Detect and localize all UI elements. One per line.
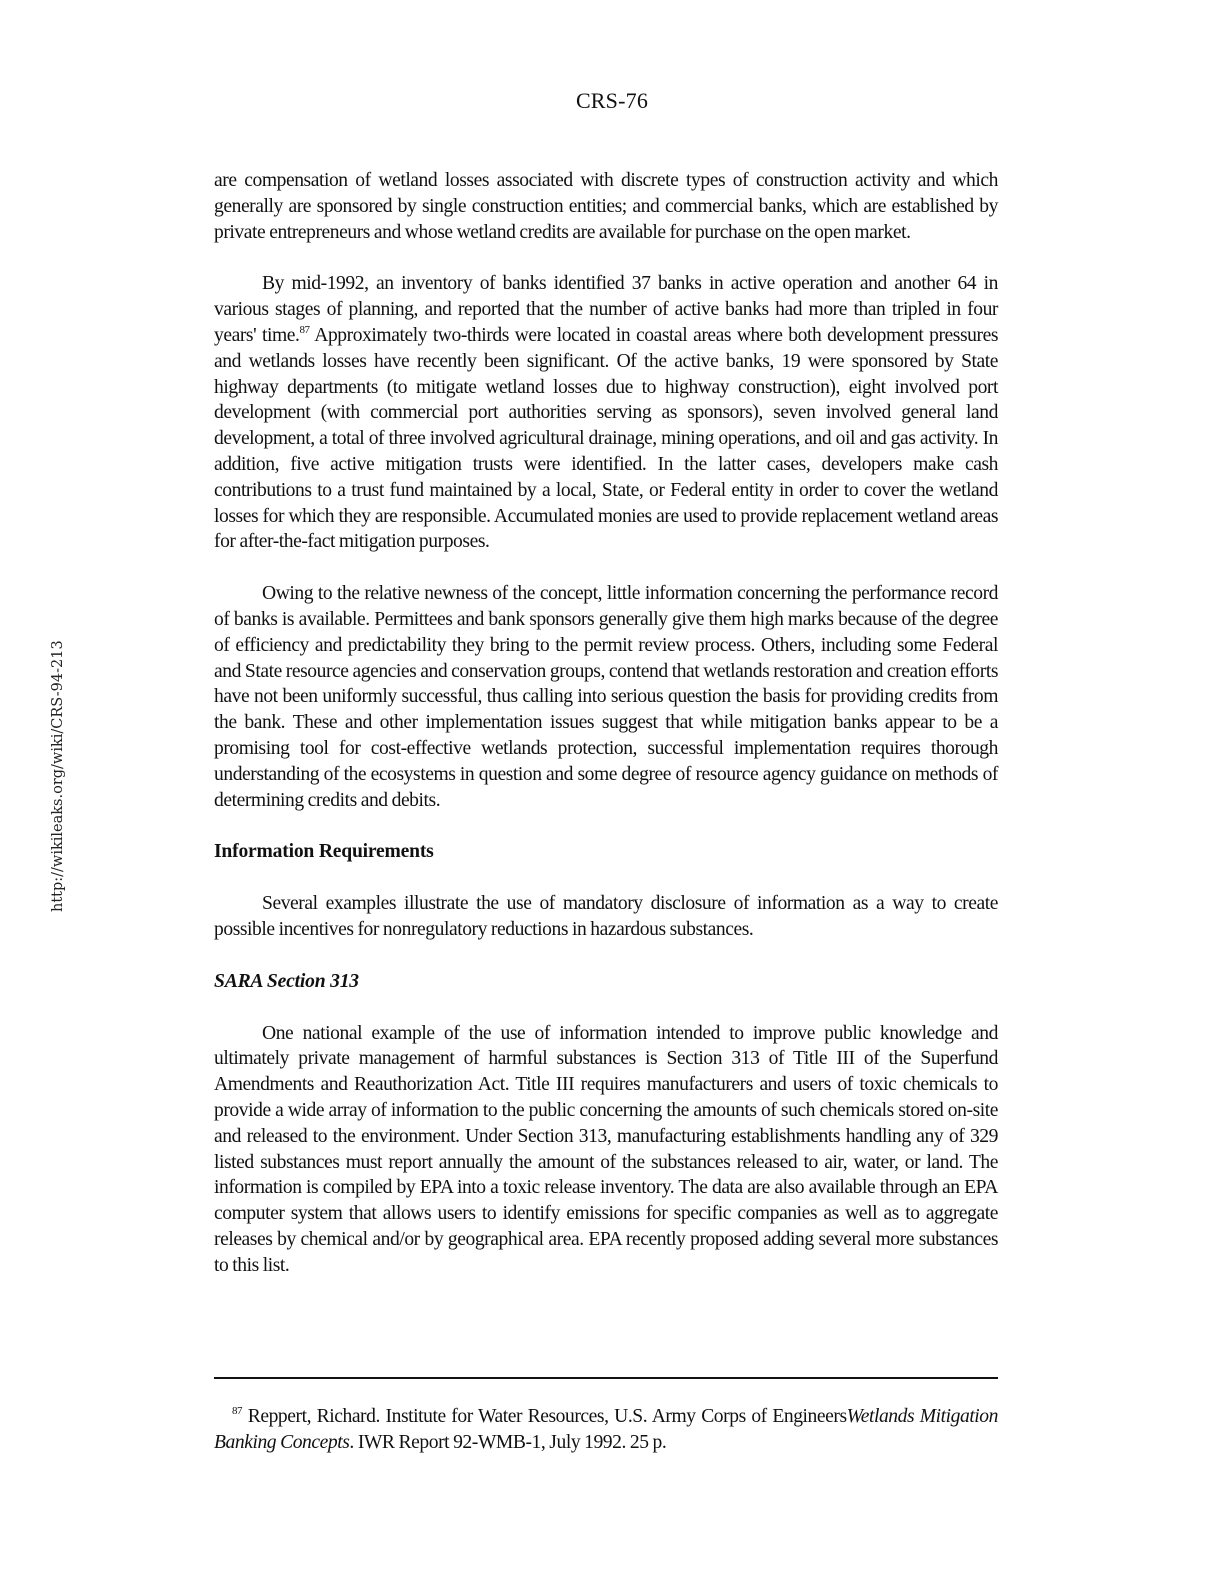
document-body: [214, 168, 998, 1278]
paragraph-text: Approximately two-thirds were located in coastal areas where both development pressures and wetlands losses have recently been significant. Of the active banks, 19 were sponsored by State highway departments (to mitigate wetland losses due to highway construction), eight involved port development (with commercial port authorities serving as sponsors), seven involved general land development, a total of three involved agricultural drainage, mining operations, and oil and gas activity. In addition, five active mitigation trusts were identified. In the latter cases, developers make cash contributions to a trust fund maintained by a local, State, or Federal entity in order to cover the wetland losses for which they are responsible. Accumulated monies are used to provide replacement wetland areas for after-the-fact mitigation purposes.: [214, 324, 998, 553]
paragraph-text: By mid-1992, an inventory of banks identified 37 banks in active operation and another 64 in various stages of planning, and reported that the number of active banks had more than tripled in four years' time.: [214, 273, 998, 346]
source-url-watermark: http://wikileaks.org/wiki/CRS-94-213: [50, 640, 66, 912]
footnote-text: Reppert, Richard. Institute for Water Resources, U.S. Army Corps of Engineers: [242, 1406, 847, 1427]
body-paragraph: Owing to the relative newness of the concept, little information concerning the performance record of banks is available. Permittees and bank sponsors generally give them high marks because of the degree of efficiency and predictability they bring to the permit review process. Others, including some Federal and State resource agencies and conservation groups, contend that wetlands restoration and creation efforts have not been uniformly successful, thus calling into serious question the basis for providing credits from the bank. These and other implementation issues suggest that while mitigation banks appear to be a promising tool for cost-effective wetlands protection, successful implementation requires thorough understanding of the ecosystems in question and some degree of resource agency guidance on methods of determining credits and debits.: [214, 583, 998, 811]
footnote: [214, 1404, 998, 1456]
body-paragraph: are compensation of wetland losses associated with discrete types of construction activity and which generally are sponsored by single construction entities; and commercial banks, which are established by private entrepreneurs and whose wetland credits are available for purchase on the open market.: [214, 170, 998, 243]
footnote-text: . IWR Report 92-WMB-1, July 1992. 25 p.: [349, 1431, 667, 1453]
footnote-number: 87: [232, 1405, 243, 1417]
page-number: CRS-76: [575, 88, 649, 113]
body-paragraph: [214, 271, 998, 555]
subsection-heading: SARA Section 313: [214, 970, 359, 992]
body-paragraph: One national example of the use of information intended to improve public knowledge and ultimately private management of harmful substances is Section 313 of Title III of the Superfund Amendments and Reauthorization Act. Title III requires manufacturers and users of toxic chemicals to provide a wide array of information to the public concerning the amounts of such chemicals stored on-site and released to the environment. Under Section 313, manufacturing establishments handling any of 329 listed substances must report annually the amount of the substances released to air, water, or land. The information is compiled by EPA into a toxic release inventory. The data are also available through an EPA computer system that allows users to identify emissions for specific companies as well as to aggregate releases by chemical and/or by geographical area. EPA recently proposed adding several more substances to this list.: [214, 1022, 998, 1276]
body-paragraph: Several examples illustrate the use of mandatory disclosure of information as a way to create possible incentives for nonregulatory reductions in hazardous substances.: [214, 893, 998, 940]
footnote-reference[interactable]: 87: [299, 323, 310, 336]
footnote-divider: [214, 1377, 998, 1379]
section-heading: Information Requirements: [214, 841, 434, 863]
footnote-cited-title: Wetlands Mitigation Banking Concepts: [214, 1406, 998, 1453]
